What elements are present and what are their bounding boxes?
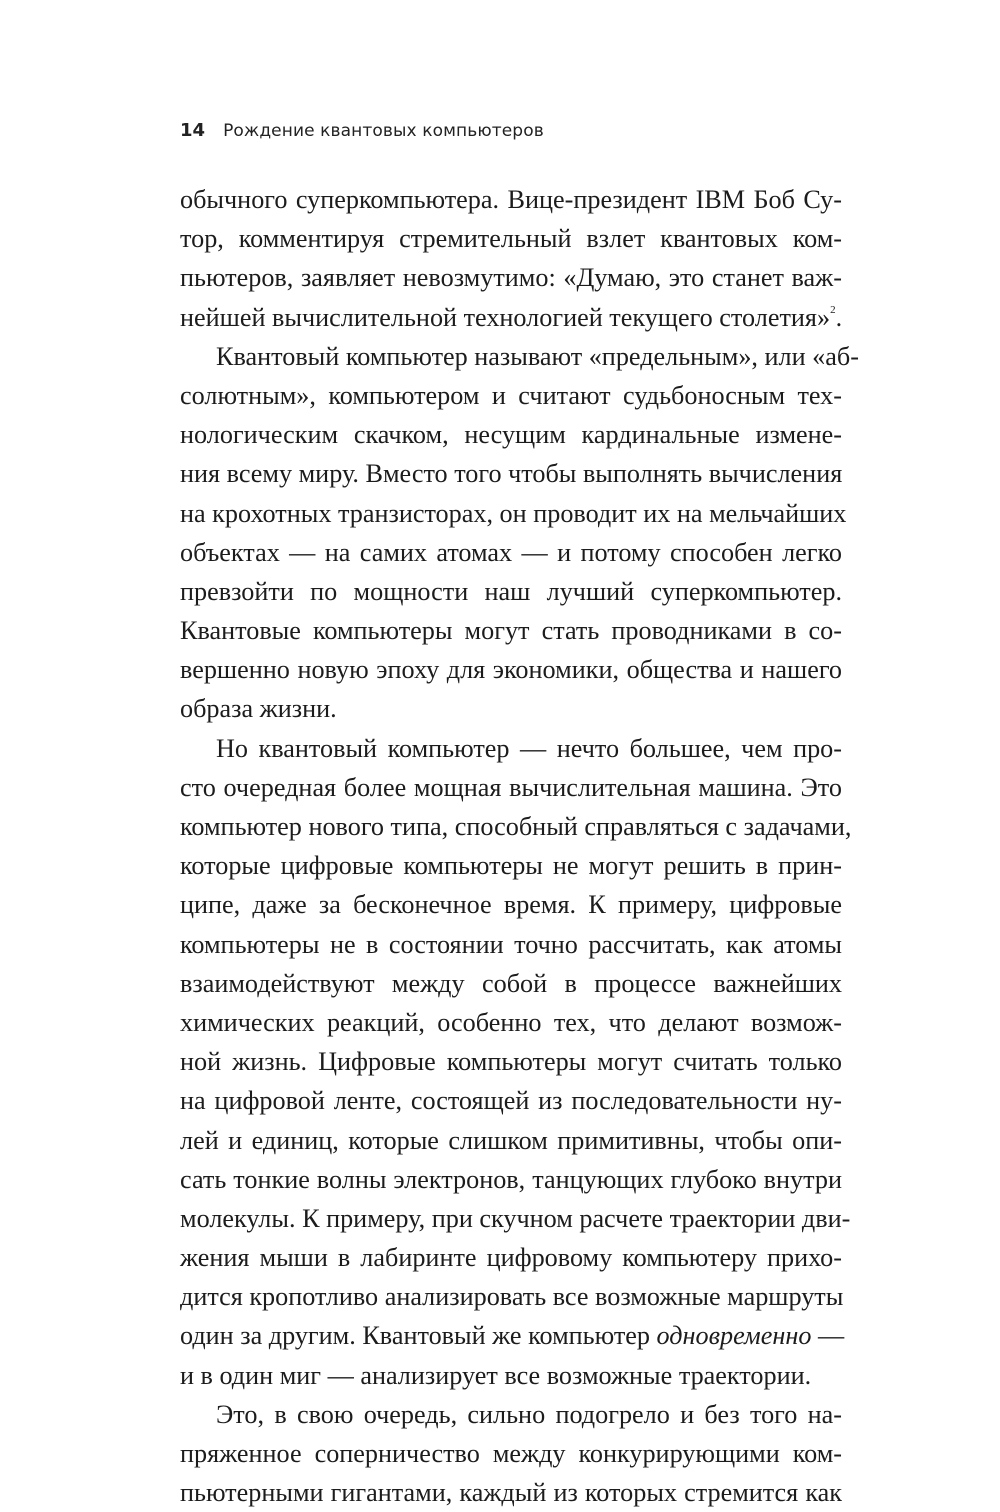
- text-line: пьютеров, заявляет невозмутимо: «Думаю, это станет важ-: [180, 263, 842, 293]
- text-line: сать тонкие волны электронов, танцующих глубоко внутри: [180, 1164, 842, 1194]
- text-line: объектах — на самих атомах — и потому способен легко: [180, 537, 842, 567]
- text-segment: —: [811, 1321, 845, 1351]
- footnote-marker: 2: [830, 303, 836, 316]
- text-line: пряженное соперничество между конкурирующими ком-: [180, 1439, 842, 1468]
- text-line-content: нейшей вычислительной технологией текущего столетия»: [180, 302, 831, 332]
- running-title: Рождение квантовых компьютеров: [223, 121, 544, 141]
- page-number: 14: [180, 120, 206, 141]
- text-line: сто очередная более мощная вычислительная машина. Это: [180, 772, 842, 802]
- text-line: превзойти по мощности наш лучший суперкомпьютер.: [180, 576, 842, 606]
- text-line: вершенно новую эпоху для экономики, общества и нашего: [180, 655, 842, 685]
- text-line: нологическим скачком, несущим кардинальные измене-: [180, 420, 842, 450]
- italic-emphasis: одновременно: [656, 1321, 812, 1351]
- text-line: дится кропотливо анализировать все возможные маршруты: [180, 1282, 844, 1312]
- text-line: химических реакций, особенно тех, что делают возмож-: [180, 1007, 842, 1037]
- paragraph-first-line: Это, в свою очередь, сильно подогрело и без того на-: [216, 1399, 842, 1429]
- text-line: пьютерными гигантами, каждый из которых стремится как: [180, 1478, 842, 1508]
- text-line: и в один миг — анализирует все возможные траектории.: [180, 1360, 812, 1390]
- paragraph-first-line: Квантовый компьютер называют «предельным», или «аб-: [216, 341, 859, 371]
- text-line: солютным», компьютером и считают судьбоносным тех-: [180, 380, 842, 410]
- text-line: на крохотных транзисторах, он проводит их на мельчайших: [180, 498, 847, 528]
- text-line: которые цифровые компьютеры не могут решить в прин-: [180, 851, 842, 881]
- text-line: компьютер нового типа, способный справляться с задачами,: [180, 812, 852, 841]
- text-line: лей и единиц, которые слишком примитивны, чтобы опи-: [180, 1125, 842, 1155]
- text-line: [180, 1316, 845, 1355]
- text-line: жения мыши в лабиринте цифровому компьютеру прихо-: [180, 1243, 842, 1273]
- text-line: молекулы. К примеру, при скучном расчете траектории дви-: [180, 1203, 851, 1233]
- text-line: тор, комментируя стремительный взлет квантовых ком-: [180, 224, 842, 254]
- text-line: взаимодействуют между собой в процессе важнейших: [180, 968, 842, 998]
- body-text: [180, 180, 859, 1512]
- text-line: обычного суперкомпьютера. Вице-президент IBM Боб Су-: [180, 185, 842, 214]
- text-line: образа жизни.: [180, 694, 337, 724]
- text-line: ной жизнь. Цифровые компьютеры могут считать только: [180, 1047, 842, 1077]
- text-line: нейшей вычислительной технологией текущего столетия»$^2$.: [180, 302, 843, 332]
- text-line: на цифровой ленте, состоящей из последовательности ну-: [180, 1086, 842, 1116]
- text-line: ния всему миру. Вместо того чтобы выполнять вычисления: [180, 459, 843, 489]
- paragraph-first-line: Но квантовый компьютер — нечто большее, чем про-: [216, 733, 842, 763]
- text-line: компьютеры не в состоянии точно рассчитать, как атомы: [180, 929, 842, 959]
- text-segment: один за другим. Квантовый же компьютер: [180, 1321, 657, 1351]
- text-line: ципе, даже за бесконечное время. К примеру, цифровые: [180, 890, 842, 920]
- page-header: [180, 120, 544, 146]
- text-line: Квантовые компьютеры могут стать проводниками в со-: [180, 616, 842, 646]
